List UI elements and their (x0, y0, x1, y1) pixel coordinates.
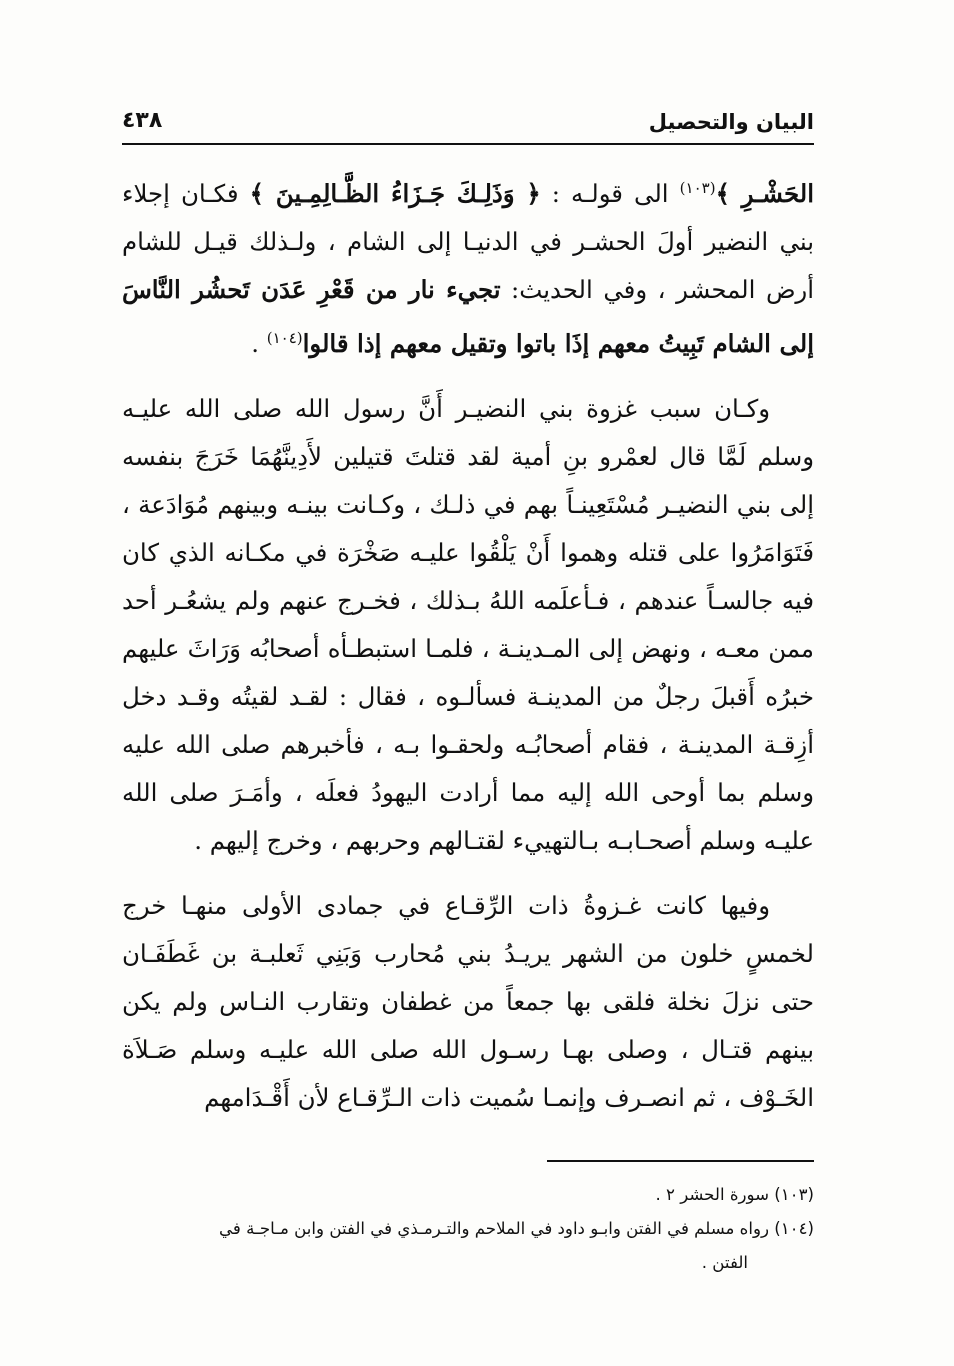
footnote-104: (١٠٤) رواه مسلم في الفتن وابـو داود في الملاحم والتـرمـذي في الفتن وابن مـاجـة في (219, 1219, 814, 1238)
paragraph-1-text-b: فكـان إجلاء بني النضير أولَ الحشـر في الدنيـا إلى الشام ، ولـذلك قيـل للشام أرض المحشر ، وفي الحديث: (122, 179, 814, 304)
footnote-103: (١٠٣) سورة الحشر ٢ . (655, 1185, 814, 1204)
quran-verse: ﴿ وَذَلِـكَ جَـزَاءُ الظَّـالِمِـينَ ﴾ (249, 179, 541, 208)
footnote-ref-104: (١٠٤) (266, 329, 303, 347)
page-header (122, 104, 814, 144)
footnote-ref-103: (١٠٣) (679, 179, 716, 197)
paragraph-1-text-a: الى قولـه : (540, 179, 680, 208)
paragraph-3: وفيها كانت غـزوةُ ذات الرِّقـاع في جمادى الأولى منهـا خرج لخمسٍ خلون من الشهر يريـدُ بني مُحارب وَبَنِي ثَعلبـة بن غَطَفَـان حتى نزلَ نخلة فلقى بها جمعاً من غطفان وتقارب النـاس ولم يكن بينهم قتـال ، وصلى بهـا رسـول الله صلى الله عليـه وسلم صَـلاَة الخَـوْف ، ثم انصـرف وإنمـا سُميت ذات الـرِّقـاع لأن أَقْـدَامهم (122, 891, 814, 1112)
hadith-quote: تجيء نار من قَعْرِ عَدَن تَحشُر النَّاسَ إلى الشام تَبِيتُ معهم إذَا باتوا وتقيل معهم إذا قالوا (122, 275, 814, 358)
footnote-104-continuation: الفتن . (701, 1253, 748, 1272)
running-title: البيان والتحصيل (648, 110, 814, 134)
page-number: ٤٣٨ (122, 108, 163, 133)
paragraph-1 (122, 164, 814, 368)
paragraph-2: وكـان سبب غزوة بني النضيـر أَنَّ رسول الله صلى الله عليـه وسلم لَمَّا قال لعمْرو بنِ أمية لقد قتلتَ قتيلين لأَدِينَّهُمَا خَرَجَ بنفسه إلى بني النضيـر مُسْتَعِينـاً بهم في ذلـك ، وكـانت بينـه وبينهم مُوَادَعة ، فَتَوَامَرُوا على قتله وهموا أَنْ يَلْقُوا عليـه صَخْرَة في مكـانه الذي كان فيه جالسـاً عندهم ، فـأعلَمه اللهُ بـذلك ، فخـرج عنهم ولم يشعُـر أحد ممن معـه ، ونهض إلى المـدينـة ، فلمـا استبطـأه أصحابُه وَرَاثَ عليهم خبرُه أَقبلَ رجلٌ من المدينـة فسألـوه ، فقال : لقـد لقيتُه وقـد دخل أزِقـة المدينـة ، فقام أصحابُـه ولحقـوا بـه ، فأخبرهم صلى الله عليه وسلم بما أوحى الله إليه مما أرادت اليهودُ فعلَه ، وأمَـرَ صلى الله عليـه وسلم أصحـابـه بـالتهييء لقتـالهم وحربهم ، وخرج إليهم . (122, 394, 814, 855)
quran-verse-end: الحَشْـرِ ﴾ (715, 179, 814, 208)
footnotes (122, 1178, 814, 1280)
paragraph-1-end: . (251, 329, 267, 358)
page-body (122, 164, 814, 1122)
footnote-rule (547, 1160, 814, 1162)
header-rule (122, 143, 814, 145)
